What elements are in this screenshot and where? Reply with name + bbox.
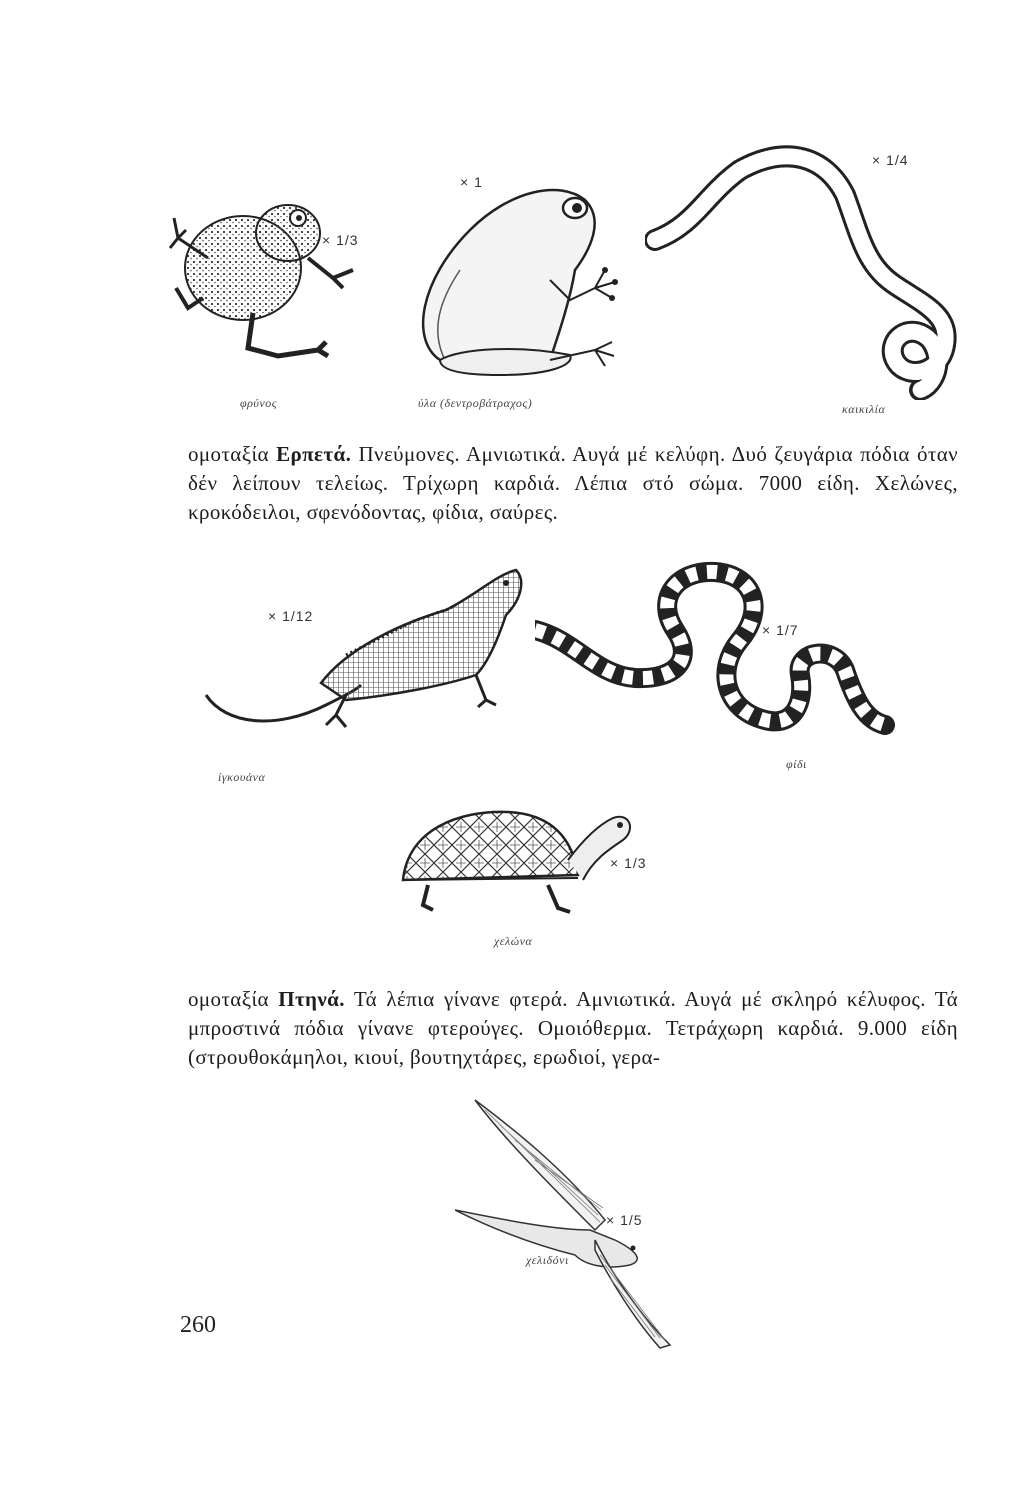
birds-prefix: ομοταξία [188,987,279,1011]
tree-frog-illustration [400,170,630,385]
toad-caption: φρύνος [240,396,278,410]
reptiles-class-name: Ερπετά. [276,442,352,466]
turtle-scale: × 1/3 [610,855,647,871]
reptiles-paragraph [188,440,958,527]
snake-illustration [535,560,895,750]
toad-scale: × 1/3 [322,232,359,248]
swallow-illustration [455,1090,695,1350]
tree-frog-scale: × 1 [460,174,483,190]
reptiles-prefix: ομοταξία [188,442,277,466]
swallow-caption: χελιδόνι [526,1253,569,1267]
reptiles-description: Πνεύμονες. Αμνιωτικά. Αυγά μέ κελύφη. Δυό ζευγάρια πόδια όταν δέν λείπουν τελείως. Τρίχωρη καρδιά. Λέπια στό σώμα. 7000 είδη. Χελώνες, κροκόδειλοι, σφενόδοντας, φίδια, σαύρες. [188,442,958,524]
iguana-illustration [196,555,531,740]
birds-paragraph [188,985,958,1072]
caecilian-scale: × 1/4 [872,152,909,168]
snake-caption: φίδι [786,757,807,771]
turtle-illustration [398,800,638,930]
turtle-caption: χελώνα [494,934,533,948]
caecilian-caption: καικιλία [842,402,886,416]
toad-illustration [168,188,378,378]
birds-class-name: Πτηνά. [278,987,345,1011]
caecilian-illustration [645,145,965,400]
birds-description: Τά λέπια γίνανε φτερά. Αμνιωτικά. Αυγά μέ σκληρό κέλυφος. Τά μπροστινά πόδια γίνανε φτερούγες. Ομοιόθερμα. Τετράχωρη καρδιά. 9.000 είδη (στρουθοκάμηλοι, κιουί, βουτηχτάρες, ερωδιοί, γερα- [188,987,958,1069]
tree-frog-caption: ύλα (δεντροβάτραχος) [418,396,533,410]
iguana-caption: ίγκουάνα [218,770,266,784]
page-number: 260 [180,1312,216,1338]
swallow-scale: × 1/5 [606,1212,643,1228]
iguana-scale: × 1/12 [268,608,314,624]
snake-scale: × 1/7 [762,622,799,638]
